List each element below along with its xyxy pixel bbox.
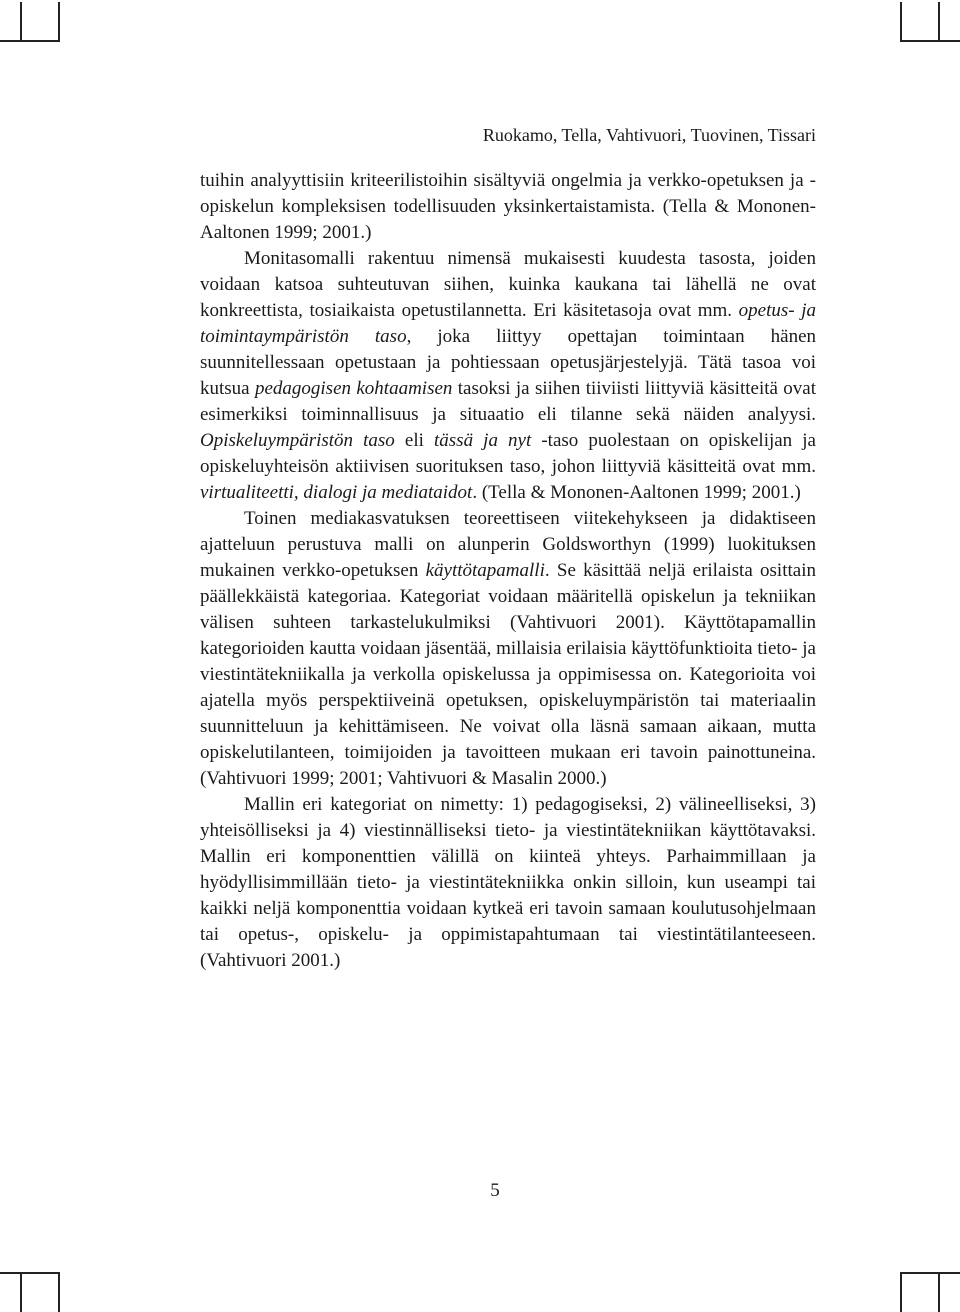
crop-mark-bottom-left-horizontal	[0, 1272, 60, 1274]
crop-mark-bottom-right-vertical	[938, 1272, 940, 1312]
italic-term: pedagogisen kohtaamisen	[254, 378, 453, 399]
text-run: tasoksi ja siihen tiiviisti liittyviä käsitteitä ovat esimerkiksi toiminnallisuus ja situaatio eli tilanne sekä näiden analyysi.	[200, 378, 816, 425]
paragraph	[200, 506, 816, 792]
page-number: 5	[490, 1180, 500, 1201]
text-run: tuihin analyyttisiin kriteerilistoihin sisältyviä ongelmia ja verkko-opetuksen ja -opiskelun kompleksisen todellisuuden yksinkertaistamista. (Tella & Mononen-Aaltonen 1999; 2001.)	[200, 170, 816, 243]
crop-mark-top-left-horizontal	[0, 40, 60, 42]
italic-term: opetus- ja toimintaympäristön taso	[200, 300, 816, 347]
crop-mark-bottom-left-vertical	[20, 1272, 22, 1312]
italic-term: käyttötapamalli	[425, 560, 545, 581]
crop-mark-top-right-horizontal	[900, 40, 960, 42]
paragraph	[200, 168, 816, 246]
text-run: . Se käsittää neljä erilaista osittain päällekkäistä kategoriaa. Kategoriat voidaan määritellä opiskelun ja tekniikan välisen suhteen tarkastelukulmiksi (Vahtivuori 2001). Käyttötapamallin kategorioiden kautta voidaan jäsentää, millaisia erilaisia käyttöfunktioita tieto- ja viestintätekniikalla ja verkolla opiskelussa ja oppimisessa on. Kategorioita voi ajatella myös perspektiiveinä opetuksen, opiskeluympäristön tai materiaalin suunnitteluun ja kehittämiseen. Ne voivat olla läsnä samaan aikaan, mutta opiskelutilanteen, toimijoiden ja tavoitteen mukaan eri tavoin painottuneina. (Vahtivuori 1999; 2001; Vahtivuori & Masalin 2000.)	[200, 560, 816, 789]
crop-mark-top-left-vertical	[20, 2, 22, 40]
running-head: Ruokamo, Tella, Vahtivuori, Tuovinen, Tissari	[482, 125, 816, 145]
paragraph	[200, 792, 816, 974]
text-run: Mallin eri kategoriat on nimetty: 1) pedagogiseksi, 2) välineelliseksi, 3) yhteisölliseksi ja 4) viestinnälliseksi tieto- ja viestintätekniikan käyttötavaksi. Mallin eri komponenttien välillä on kiinteä yhteys. Parhaimmillaan ja hyödyllisimmillään tieto- ja viestintätekniikka onkin silloin, kun useampi tai kaikki neljä komponenttia voidaan kytkeä eri tavoin samaan koulutusohjelmaan tai opetus-, opiskelu- ja oppimistapahtumaan tai viestintätilanteeseen. (Vahtivuori 2001.)	[200, 794, 816, 971]
paragraph	[200, 246, 816, 506]
text-run: Monitasomalli rakentuu nimensä mukaisesti kuudesta tasosta, joiden voidaan katsoa suhteutuvan siihen, kuinka kaukana tai lähellä ne ovat konkreettista, tosiaikaista opetustilannetta. Eri käsitetasoja ovat mm.	[200, 248, 816, 321]
text-run: , joka liittyy opettajan toimintaan hänen suunnitellessaan opetustaan ja pohtiessaan opetusjärjestelyjä. Tätä tasoa voi kutsua	[200, 326, 816, 399]
crop-mark-bottom-right-horizontal	[900, 1272, 960, 1274]
italic-term: tässä ja nyt	[434, 430, 532, 451]
text-run: Toinen mediakasvatuksen teoreettiseen viitekehykseen ja didaktiseen ajatteluun perustuva malli on alunperin Goldsworthyn (1999) luokituksen mukainen verkko-opetuksen	[200, 508, 816, 581]
text-run: -taso puolestaan on opiskelijan ja opiskeluyhteisön aktiivisen suorituksen taso, johon liittyviä käsitteitä ovat mm.	[200, 430, 816, 477]
crop-mark-bottom-right-vertical-inner	[900, 1272, 902, 1312]
crop-mark-top-left-vertical-inner	[58, 2, 60, 40]
crop-mark-top-right-vertical-inner	[900, 2, 902, 40]
crop-mark-top-right-vertical	[938, 2, 940, 40]
italic-term: virtualiteetti, dialogi ja mediataidot	[200, 482, 473, 503]
text-run: eli	[394, 430, 434, 451]
crop-mark-bottom-left-vertical-inner	[58, 1272, 60, 1312]
text-run: . (Tella & Mononen-Aaltonen 1999; 2001.)	[472, 482, 801, 503]
body-text	[200, 168, 816, 974]
italic-term: Opiskeluympäristön taso	[200, 430, 395, 451]
